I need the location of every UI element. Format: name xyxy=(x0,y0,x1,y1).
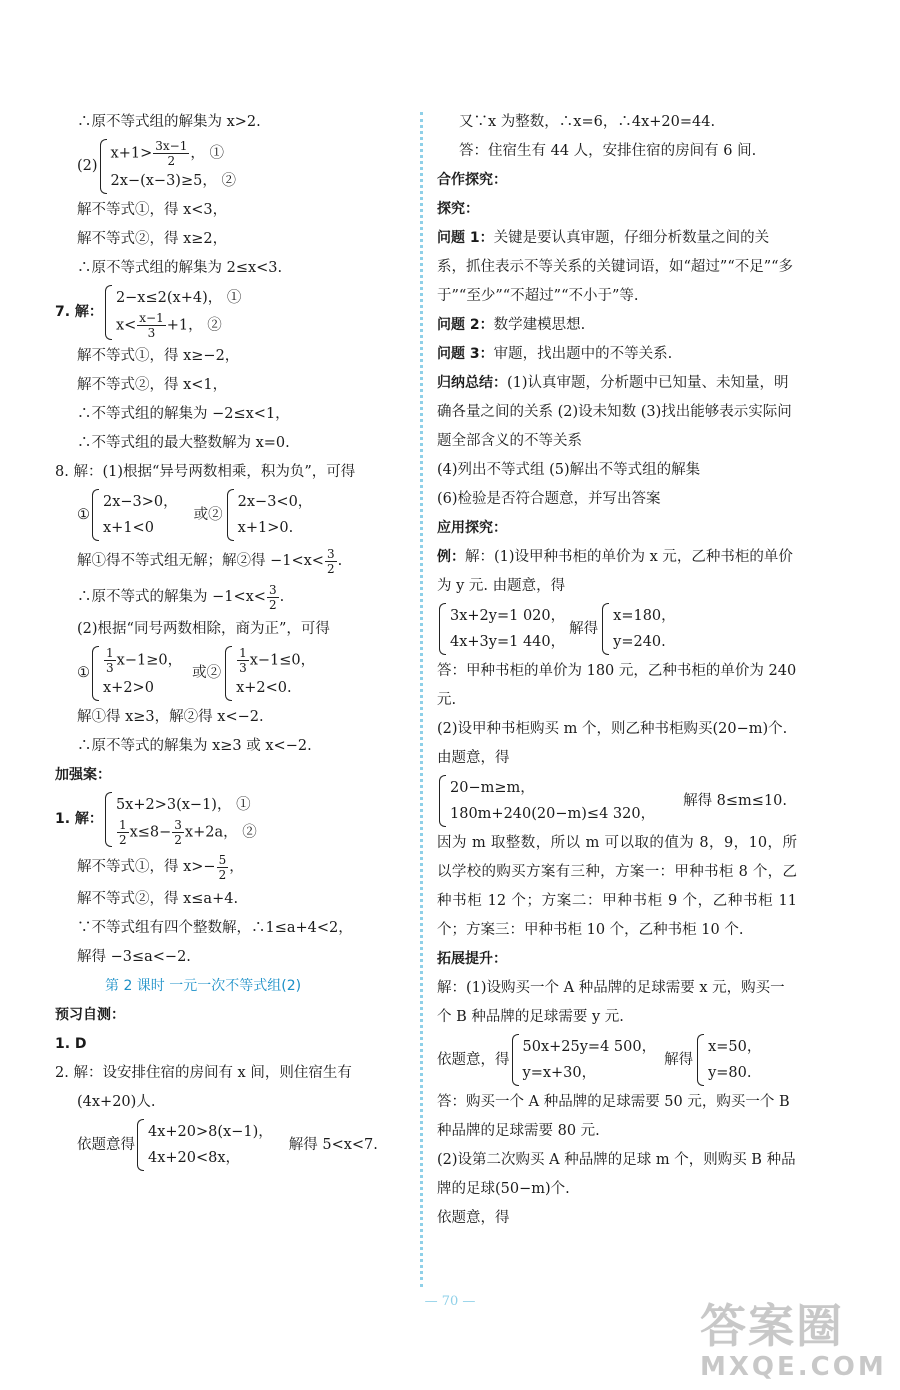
text-line: 解不等式②，得 x<1， xyxy=(77,377,228,393)
inequality-system: 依题意得 4x+20>8(x−1)， 4x+20<8x， 解得 5<x<7. xyxy=(55,1119,410,1171)
text-line: 解不等式①，得 x≥−2， xyxy=(77,348,240,364)
text-line: ∴原不等式的解集为 x≥3 或 x<−2. xyxy=(77,738,312,754)
text-line: 解不等式①，得 x>− $\frac{5}{2}$ ， xyxy=(77,852,244,882)
brace xyxy=(137,1119,144,1171)
text-line: 又∵x 为整数，∴x=6，∴4x+20=44. xyxy=(459,114,716,130)
brace xyxy=(92,646,99,701)
summary-line: (4)列出不等式组 (5)解出不等式组的解集 xyxy=(437,462,701,478)
fraction: $\frac{1}{3}$ xyxy=(106,646,114,675)
text-line: 解不等式②，得 x≤a+4. xyxy=(77,891,239,907)
brace xyxy=(227,489,234,541)
heading-jiaqiang: 加强案： xyxy=(55,767,111,783)
summary: 归纳总结：(1)认真审题，分析题中已知量、未知量，明确各量之间的关系 (2)设未知数 (3)找出能够表示实际问题全部含义的不等关系 xyxy=(437,375,792,449)
inequality-system: 20−m≥m， 180m+240(20−m)≤4 320， 解得 8≤m≤10. xyxy=(437,775,797,827)
answer: 答：购买一个 A 种品牌的足球需要 50 元，购买一个 B 种品牌的足球需要 80 元. xyxy=(437,1094,790,1139)
text-line: ∴原不等式的解集为 −1<x< $\frac{3}{2}$ . xyxy=(77,582,285,612)
equation-system: 3x+2y=1 020， 4x+3y=1 440， 解得 x=180， y=240. xyxy=(437,603,797,655)
brace xyxy=(105,792,112,847)
text-line: 解①得不等式组无解；解②得 −1<x< $\frac{3}{2}$ . xyxy=(77,546,343,576)
fraction: $\frac{5}{2}$ xyxy=(218,852,227,882)
fraction: $\frac{x-1}{3}$ xyxy=(139,311,164,340)
column-divider xyxy=(420,112,423,1287)
watermark-logo: 答案圈 MXQE.COM xyxy=(700,1299,887,1382)
text-line: 解①得 x≥3，解②得 x<−2. xyxy=(77,709,264,725)
inequality-system: 1. 解： 5x+2>3(x−1)， ① $\frac{1}{2}$ x≤8− $\frac{3}{2}$ x+2a， ② xyxy=(55,792,410,847)
heading-yuxi: 预习自测： xyxy=(55,1007,125,1023)
text-para: 因为 m 取整数，所以 m 可以取的值为 8，9，10，所以学校的购买方案有三种，方案一：甲种书柜 8 个，乙种书柜 12 个；方案二：甲种书柜 9 个，乙种书柜 11 个；方案三：甲种书柜 10 个，乙种书柜 10 个. xyxy=(437,835,797,938)
brace xyxy=(439,775,446,827)
left-column xyxy=(55,108,410,1173)
equation-system: 依题意，得 50x+25y=4 500， y=x+30， 解得 x=50， y=80. xyxy=(437,1034,797,1086)
question-8: 8. 解：(1)根据“异号两数相乘，积为负”，可得 xyxy=(55,464,356,480)
brace xyxy=(512,1034,519,1086)
heading-tanjiu: 探究： xyxy=(437,201,479,217)
brace xyxy=(225,646,232,701)
answer-1: 1. D xyxy=(55,1036,87,1052)
fraction: $\frac{3}{2}$ xyxy=(268,582,277,612)
summary-line: (6)检验是否符合题意，并写出答案 xyxy=(437,491,661,507)
fraction: $\frac{3}{2}$ xyxy=(326,546,335,576)
fraction: $\frac{1}{2}$ xyxy=(118,818,127,847)
brace xyxy=(439,603,446,655)
text-line: ∵不等式组有四个整数解，∴1≤a+4<2， xyxy=(77,920,353,936)
text-para: 解：(1)设购买一个 A 种品牌的足球需要 x 元，购买一个 B 种品牌的足球需要 y 元. xyxy=(437,980,785,1025)
answer-2: 2. 解：设安排住宿的房间有 x 间，则住宿生有(4x+20)人. xyxy=(55,1065,352,1110)
brace xyxy=(697,1034,704,1086)
inequality-system: 7. 解： 2−x≤2(x+4)， ① x< $\frac{x-1}{3}$ +1， ② xyxy=(55,285,410,340)
example: 例：解：(1)设甲种书柜的单价为 x 元，乙种书柜的单价为 y 元. 由题意，得 xyxy=(437,549,793,594)
inequality-system-pair: ① 2x−3>0， x+1<0 或② 2x−3<0， x+1>0. xyxy=(55,489,410,541)
page-number: — 70 — xyxy=(424,1294,476,1309)
inequality-system: (2) x+1> $\frac{3x-1}{2}$ ， ① 2x−(x−3)≥5， ② xyxy=(55,139,410,194)
question-2: 问题 2：数学建模思想. xyxy=(437,317,586,333)
heading-tuozhan: 拓展提升： xyxy=(437,951,507,967)
text-line: ∴不等式组的最大整数解为 x=0. xyxy=(77,435,290,451)
inequality-system-pair: ① $\frac{1}{3}$ x−1≥0， x+2>0 或② $\frac{1}{3}$ x−1≤0， x+2<0. xyxy=(55,646,410,701)
text-line: (2)根据“同号两数相除，商为正”，可得 xyxy=(77,621,330,637)
text-line: 依题意，得 xyxy=(437,1210,510,1226)
fraction: $\frac{3x-1}{2}$ xyxy=(155,139,188,168)
text-para: (2)设第二次购买 A 种品牌的足球 m 个，则购买 B 种品牌的足球(50−m)个. xyxy=(437,1152,796,1197)
text-line: ∴不等式组的解集为 −2≤x<1， xyxy=(77,406,290,422)
question-3: 问题 3：审题，找出题中的不等关系. xyxy=(437,346,673,362)
right-column xyxy=(437,108,797,1233)
text-para: (2)设甲种书柜购买 m 个，则乙种书柜购买(20−m)个. 由题意，得 xyxy=(437,721,788,766)
brace xyxy=(105,285,112,340)
fraction: $\frac{3}{2}$ xyxy=(174,818,182,847)
brace xyxy=(100,139,107,194)
section-title: 第 2 课时 一元一次不等式组(2) xyxy=(105,978,302,994)
text-line: ∴原不等式组的解集为 2≤x<3. xyxy=(77,260,283,276)
heading-hezuo: 合作探究： xyxy=(437,172,507,188)
text-line: 解得 −3≤a<−2. xyxy=(77,949,191,965)
brace xyxy=(602,603,609,655)
answer: 答：甲种书柜的单价为 180 元，乙种书柜的单价为 240 元. xyxy=(437,663,797,708)
text-line: 答：住宿生有 44 人，安排住宿的房间有 6 间. xyxy=(459,143,757,159)
question-1: 问题 1：关键是要认真审题，仔细分析数量之间的关系，抓住表示不等关系的关键词语，如“超过”“不足”“多于”“至少”“不超过”“不小于”等. xyxy=(437,230,794,304)
brace xyxy=(92,489,99,541)
text-line: 解不等式①，得 x<3， xyxy=(77,202,228,218)
text-line: ∴原不等式组的解集为 x>2. xyxy=(77,114,261,130)
heading-yingyong: 应用探究： xyxy=(437,520,507,536)
fraction: $\frac{1}{3}$ xyxy=(239,646,247,675)
text-line: 解不等式②，得 x≥2， xyxy=(77,231,228,247)
